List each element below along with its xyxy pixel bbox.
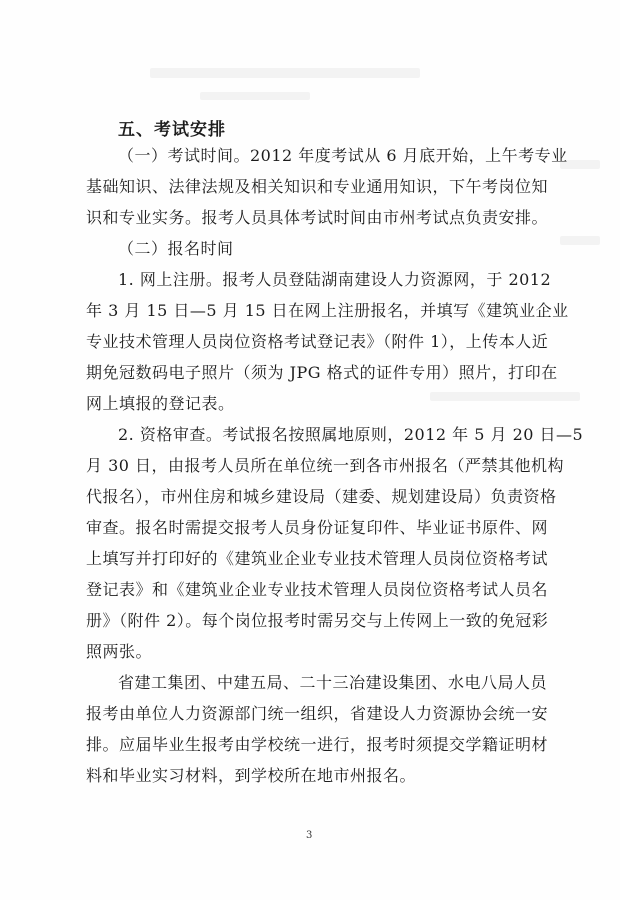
paragraph-line: 月 30 日，由报考人员所在单位统一到各市州报名（严禁其他机构 <box>86 456 565 475</box>
paragraph-line: 识和专业实务。报考人员具体考试时间由市州考试点负责安排。 <box>86 208 549 227</box>
paragraph-line: 年 3 月 15 日—5 月 15 日在网上注册报名，并填写《建筑业企业 <box>86 301 569 320</box>
show-through-mark <box>150 68 420 78</box>
show-through-mark <box>200 92 310 100</box>
paragraph-line: （二）报名时间 <box>118 239 234 258</box>
page-number: 3 <box>306 830 313 841</box>
paragraph-line: 照两张。 <box>86 642 153 661</box>
paragraph-line: 省建工集团、中建五局、二十三冶建设集团、水电八局人员 <box>118 673 548 692</box>
paragraph-line: 册》（附件 2）。每个岗位报考时需另交与上传网上一致的免冠彩 <box>86 611 549 630</box>
show-through-mark <box>430 392 580 401</box>
paragraph-line: （一）考试时间。2012 年度考试从 6 月底开始，上午考专业 <box>118 146 568 165</box>
paragraph-line: 报考由单位人力资源部门统一组织，省建设人力资源协会统一安 <box>86 704 549 723</box>
section-heading: 五、考试安排 <box>118 120 226 140</box>
paragraph-line: 1. 网上注册。报考人员登陆湖南建设人力资源网，于 2012 <box>118 270 552 289</box>
paragraph-line: 专业技术管理人员岗位资格考试登记表》（附件 1），上传本人近 <box>86 332 549 351</box>
paragraph-line: 登记表》和《建筑业企业专业技术管理人员岗位资格考试人员名 <box>86 580 549 599</box>
paragraph-line: 上填写并打印好的《建筑业企业专业技术管理人员岗位资格考试 <box>86 549 549 568</box>
paragraph-line: 排。应届毕业生报考由学校统一进行，报考时须提交学籍证明材 <box>86 735 549 754</box>
paragraph-line: 基础知识、法律法规及相关知识和专业通用知识，下午考岗位知 <box>86 177 549 196</box>
paragraph-line: 料和毕业实习材料，到学校所在地市州报名。 <box>86 766 417 785</box>
show-through-mark <box>560 236 600 245</box>
paragraph-line: 2. 资格审查。考试报名按照属地原则，2012 年 5 月 20 日—5 <box>118 425 584 444</box>
paragraph-line: 代报名），市州住房和城乡建设局（建委、规划建设局）负责资格 <box>86 487 557 506</box>
paragraph-line: 期免冠数码电子照片（须为 JPG 格式的证件专用）照片，打印在 <box>86 363 558 382</box>
paragraph-line: 网上填报的登记表。 <box>86 394 235 413</box>
paragraph-line: 审查。报名时需提交报考人员身份证复印件、毕业证书原件、网 <box>86 518 549 537</box>
